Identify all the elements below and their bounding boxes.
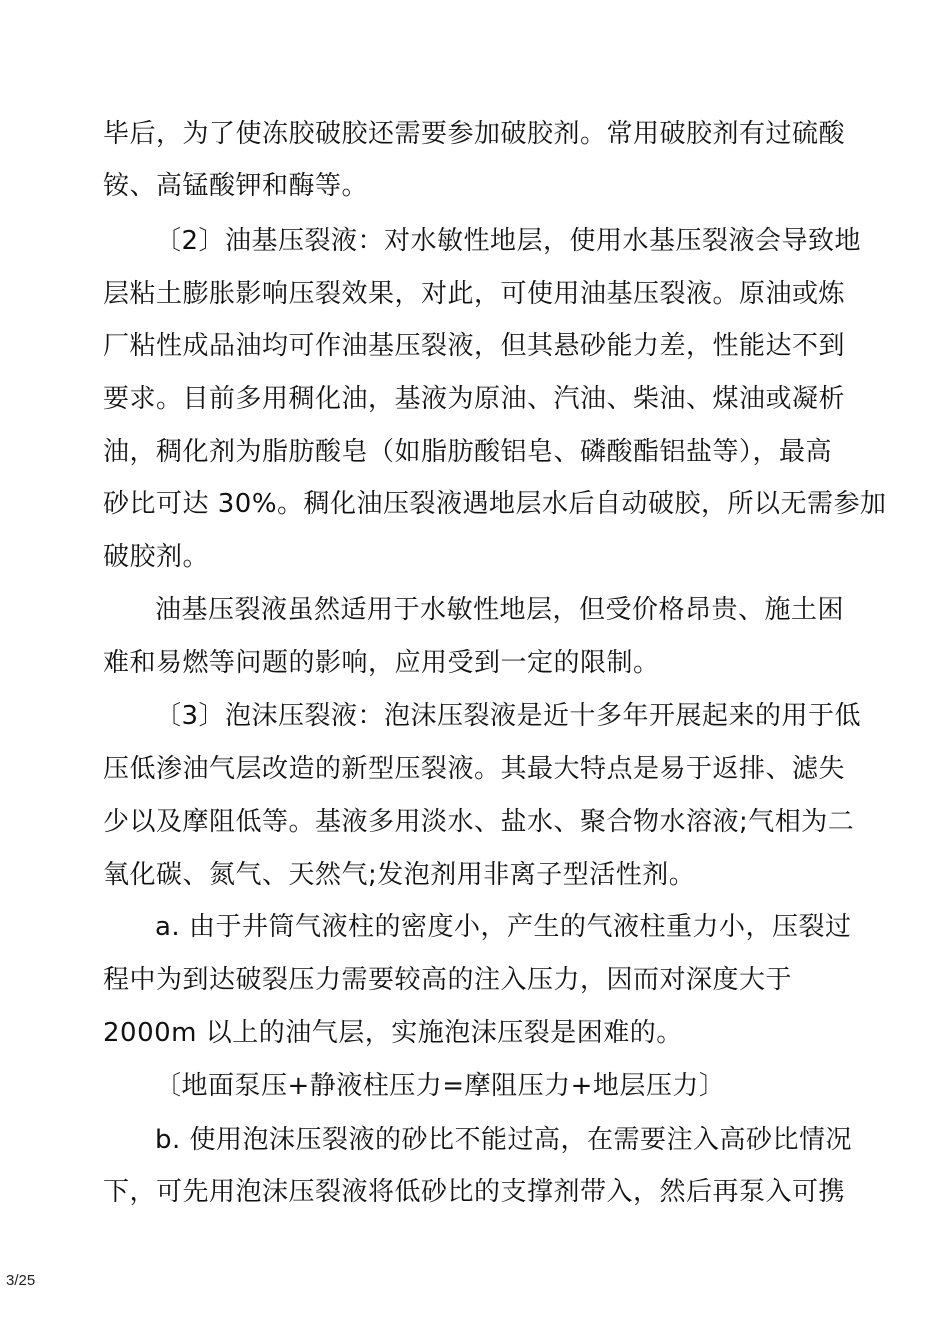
text-line: 油基压裂液虽然适用于水敏性地层，但受价格昂贵、施土困 (155, 595, 845, 625)
text-line: 氧化碳、氮气、天然气;发泡剂用非离子型活性剂。 (103, 860, 696, 890)
page-number: 3/25 (6, 1272, 36, 1289)
text-line: 〔3〕泡沫压裂液：泡沫压裂液是近十多年开展起来的用于低 (155, 701, 862, 731)
text-line: 砂比可达 30%。稠化油压裂液遇地层水后自动破胶，所以无需参加 (103, 489, 887, 519)
text-line: a. 由于井筒气液柱的密度小，产生的气液柱重力小，压裂过 (155, 912, 852, 942)
text-line: 少以及摩阻低等。基液多用淡水、盐水、聚合物水溶液;气相为二 (103, 807, 855, 837)
text-line: 破胶剂。 (103, 542, 210, 572)
text-line: 2000m 以上的油气层，实施泡沫压裂是困难的。 (103, 1018, 683, 1048)
text-line: 毕后，为了使冻胶破胶还需要参加破胶剂。常用破胶剂有过硫酸 (103, 119, 846, 149)
text-line: 铵、高锰酸钾和酶等。 (103, 171, 369, 201)
text-line: 难和易燃等问题的影响，应用受到一定的限制。 (103, 648, 660, 678)
text-line: b. 使用泡沫压裂液的砂比不能过高，在需要注入高砂比情况 (155, 1125, 853, 1155)
text-line: 下，可先用泡沫压裂液将低砂比的支撑剂带入，然后再泵入可携 (103, 1177, 846, 1207)
text-line: 〔2〕油基压裂液：对水敏性地层，使用水基压裂液会导致地 (155, 226, 862, 256)
text-line: 要求。目前多用稠化油，基液为原油、汽油、柴油、煤油或凝析 (103, 384, 846, 414)
text-line: 层粘土膨胀影响压裂效果，对此，可使用油基压裂液。原油或炼 (103, 279, 846, 309)
text-line: 压低渗油气层改造的新型压裂液。其最大特点是易于返排、滤失 (103, 754, 846, 784)
text-line: 厂粘性成品油均可作油基压裂液，但其悬砂能力差，性能达不到 (103, 331, 846, 361)
formula-line: 〔地面泵压+静液柱压力=摩阻压力+地层压力〕 (155, 1071, 726, 1101)
text-line: 油，稠化剂为脂肪酸皂（如脂肪酸铝皂、磷酸酯铝盐等），最高 (103, 437, 833, 467)
text-line: 程中为到达破裂压力需要较高的注入压力，因而对深度大于 (103, 965, 793, 995)
